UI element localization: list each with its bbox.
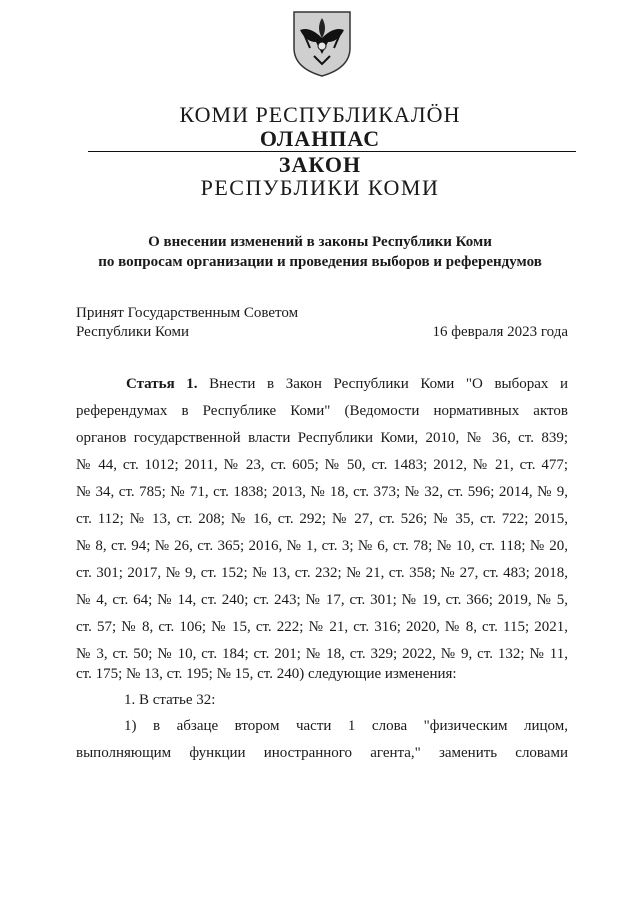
zakon-heading: ЗАКОН xyxy=(278,152,362,177)
article-text-line: № 8, ст. 94; № 26, ст. 365; 2016, № 1, ст. 3; № 6, ст. 78; № 10, ст. 118; № 20, xyxy=(76,538,568,554)
article-text-line: референдумах в Республике Коми" (Ведомости нормативных актов xyxy=(76,403,568,419)
adoption-line-1: Принят Государственным Советом xyxy=(76,305,299,321)
adoption-line-2: Республики Коми xyxy=(76,324,189,340)
item-1: 1. В статье 32: xyxy=(124,692,216,708)
law-title-line-1: О внесении изменений в законы Республики Коми xyxy=(148,234,492,250)
article-text-line: № 44, ст. 1012; 2011, № 23, ст. 605; № 50, ст. 1483; 2012, № 21, ст. 477; xyxy=(76,457,568,473)
emblem-icon xyxy=(290,8,354,78)
article-text-line: ст. 301; 2017, № 9, ст. 152; № 13, ст. 232; № 21, ст. 358; № 27, ст. 483; 2018, xyxy=(76,565,568,581)
olanpas-heading: ОЛАНПАС xyxy=(259,126,381,151)
law-title-line-2: по вопросам организации и проведения выборов и референдумов xyxy=(98,254,542,270)
subitem-1-line-1: 1) в абзаце втором части 1 слова "физическим лицом, xyxy=(124,718,568,734)
article-text-line: ст. 112; № 13, ст. 208; № 16, ст. 292; № 27, ст. 526; № 35, ст. 722; 2015, xyxy=(76,511,568,527)
article-text-line: № 34, ст. 785; № 71, ст. 1838; 2013, № 18, ст. 373; № 32, ст. 596; 2014, № 9, xyxy=(76,484,568,500)
article-text-line: № 3, ст. 50; № 10, ст. 184; ст. 201; № 18, ст. 329; 2022, № 9, ст. 132; № 11, xyxy=(76,646,568,662)
article-text-line: ст. 57; № 8, ст. 106; № 15, ст. 222; № 21, ст. 316; 2020, № 8, ст. 115; 2021, xyxy=(76,619,568,635)
article-text-line: Внести в Закон Республики Коми "О выборах и xyxy=(209,376,568,392)
article-text-line: № 4, ст. 64; № 14, ст. 240; ст. 243; № 17, ст. 301; № 19, ст. 366; 2019, № 5, xyxy=(76,592,568,608)
article-text-last-line: ст. 175; № 13, ст. 195; № 15, ст. 240) следующие изменения: xyxy=(76,666,457,682)
komi-republic-heading: КОМИ РЕСПУБЛИКАЛӦН xyxy=(179,102,461,127)
republic-heading: РЕСПУБЛИКИ КОМИ xyxy=(200,175,440,200)
coat-of-arms-emblem xyxy=(290,8,354,78)
article-1-first-line xyxy=(126,376,568,393)
article-text-line: органов государственной власти Республики Коми, 2010, № 36, ст. 839; xyxy=(76,430,568,446)
subitem-1-line-2: выполняющим функции иностранного агента," заменить словами xyxy=(76,745,568,761)
article-label: Статья 1. xyxy=(126,376,198,392)
adoption-date: 16 февраля 2023 года xyxy=(432,324,568,340)
